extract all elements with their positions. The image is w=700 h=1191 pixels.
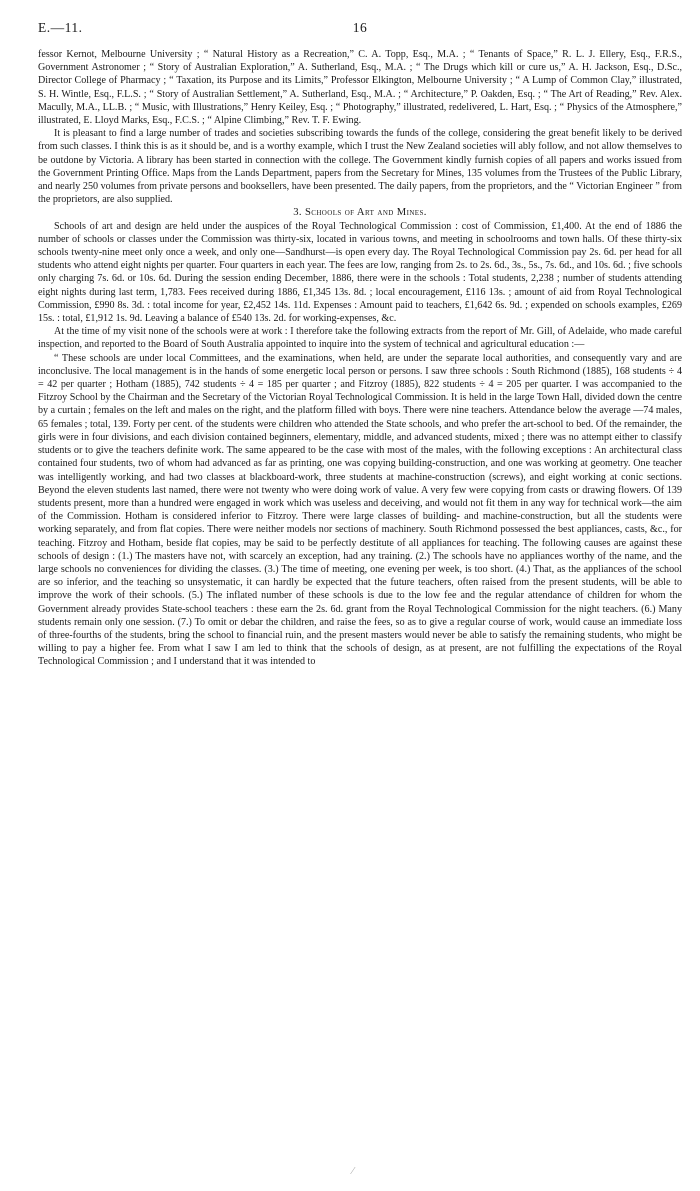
section-heading: 3. Schools of Art and Mines. [293, 207, 427, 219]
schools-paragraph: Schools of art and design are held under the auspices of the Royal Technological Commission : cost of Commission, £1,400. At the end of 1886 the number of schools or classes under the Commission was thirty-six, located in various towns, and meeting in schoolrooms and town halls. Of these thirty-six schools twenty-nine meet only once a week, and only one—Sandhurst—is open every day. The Royal Technological Commission pay 2s. 6d. per head for all students who attend eight nights per quarter. Four quarters in each year. The fees are low, ranging from 2s. to 2s. 6d., 3s., 5s., 7s. 6d., and 10s. 6d. ; five schools only charging 7s. 6d. or 10s. 6d. During the session ending December, 1886, there were in the schools : Total students, 2,238 ; number of students attending eight nights during last term, 1,783. Fees received during 1886, £1,345 13s. 8d. ; local encouragement, £116 13s. ; amount of aid from Royal Technological Commission, £990 8s. 3d. : total income for year, £2,452 14s. 11d. Expenses : Amount paid to teachers, £1,642 6s. 9d. ; expended on schools examples, £269 15s. : total, £1,912 1s. 9d. Leaving a balance of £540 13s. 2d. for working-expenses, &c. [38, 220, 682, 325]
page-number: 16 [352, 20, 368, 35]
gill-report-quote: “ These schools are under local Committees, and the examinations, when held, are under the separate local authorities, and consequently vary and are inconclusive. The local management is in the hands of some energetic local person or persons. I saw three schools : South Richmond (1885), 168 students ÷ 4 = 42 per quarter ; Hotham (1885), 742 students ÷ 4 = 185 per quarter ; and Fitzroy (1885), 822 students ÷ 4 = 205 per quarter. I was accompanied to the Fitzroy School by the Chairman and the Secretary of the Victorian Royal Technological Commission. It is held in the large Town Hall, divided down the centre by a curtain ; females on the left and males on the right, and the platform filled with boys. There were nine teachers. Attendance below the average —74 males, 65 females ; total, 139. Forty per cent. of the students were children who attended the State schools, and who prefer the art-school to bed. Of the remainder, the girls were in four divisions, and each division contained beginners, elementary, middle, and advanced students, mixed ; there was no attempt either to classify students or to give the teachers definite work. The same appeared to be the case with most of the males, with the following exceptions : An architectural class contained four students, two of whom had advanced as far as printing, one was copying building-construction, and one was working at geometry. One teacher was intelligently working, and had two classes at blackboard-work, three students at machine-construction (screws), and eight working at conic sections. Beyond the eleven students last named, there were not twenty who were doing work of value. A very few were copying from casts or drawing flowers. Of 139 students present, more than a hundred were engaged in work which was useless and deceiving, and would not fit them in any way for technical work—the aim of the Commission. Hotham is considered inferior to Fitzroy. There were large classes of building- and machine-construction, but all the students were working separately, and from flat copies. There were neither models nor sections of machinery. South Richmond possessed the best appliances, casts, &c., for teaching. Fitzroy and Hotham, beside flat copies, may be said to be perfectly destitute of all appliances for teaching. The following causes are against these schools of design : (1.) The masters have not, with scarcely an exception, had any training. (2.) The schools have no appliances worthy of the name, and the large schools no conveniences for dividing the classes. (3.) The time of meeting, one evening per week, is too short. (4.) That, as the appliances of the school are so inferior, and the teaching so unsystematic, it can hardly be expected that the future teachers, often raised from the present students, will be able to improve the work of their schools. (5.) The inflated number of these schools is due to the low fee and the regular attendance of children for whom the Government already provides State-school teachers : these earn the 2s. 6d. grant from the Royal Technological Commission for the night teachers. (6.) Many students remain only one session. (7.) To omit or debar the children, and raise the fees, so as to give a regular course of work, would cause an immediate loss of three-fourths of the students, bring the school to financial ruin, and the present masters would never be able to satisfy the remaining students, who might be willing to pay a higher fee. From what I saw I am led to think that the schools of design, as at present, are not fulfilling the expectations of the Royal Technological Commission ; and I understand that it was intended to [38, 352, 682, 668]
stray-pen-mark: ⁄ [352, 1166, 354, 1177]
page-body [38, 48, 682, 669]
page-header [38, 20, 682, 38]
lecture-list-paragraph: fessor Kernot, Melbourne University ; “ Natural History as a Recreation,” C. A. Topp, Esq., M.A. ; “ Tenants of Space,” R. L. J. Ellery, Esq., F.R.S., Government Astronomer ; “ Story of Australian Exploration,” A. Sutherland, Esq., M.A. ; “ The Drugs which kill or cure us,” A. H. Jackson, Esq., D.Sc., Director College of Pharmacy ; “ Taxation, its Purpose and its Limits,” Professor Elkington, Melbourne University ; “ A Lump of Common Clay,” illustrated, S. H. Wintle, Esq., F.L.S. ; “ Story of Australian Settlement,” A. Sutherland, Esq., M.A. ; “ Architecture,” P. Oakden, Esq. ; “ The Art of Reading,” Rev. Alex. Macully, M.A., LL.B. ; “ Music, with Illustrations,” Henry Keiley, Esq. ; “ Photography,” illustrated, redelivered, L. Hart, Esq. ; “ Physics of the Atmosphere,” illustrated, E. Lloyd Marks, Esq., F.C.S. ; “ Alpine Climbing,” Rev. T. F. Ewing. [38, 49, 682, 127]
library-paragraph: It is pleasant to find a large number of trades and societies subscribing towards the funds of the college, considering the great benefit likely to be derived from such classes. I think this is as it should be, and is a worthy example, which I trust the New Zealand societies will ably follow, and not allow themselves to be outdone by Victoria. A library has been started in connection with the college. The Government kindly furnish copies of all papers and works issued from the Government Printing Office. Maps from the Lands Department, papers from the Secretary for Mines, 135 volumes from the Trustees of the Public Library, and nearly 250 volumes from private persons and booksellers, have been presented. The daily papers, from the proprietors, and the “ Victorian Engineer ” from the proprietors, are also supplied. [38, 128, 682, 206]
report-reference: E.—11. [38, 20, 83, 35]
visit-paragraph: At the time of my visit none of the schools were at work : I therefore take the following extracts from the report of Mr. Gill, of Adelaide, who made careful inspection, and reported to the Board of South Australia appointed to inquire into the system of technical and agricultural education :— [38, 326, 682, 351]
